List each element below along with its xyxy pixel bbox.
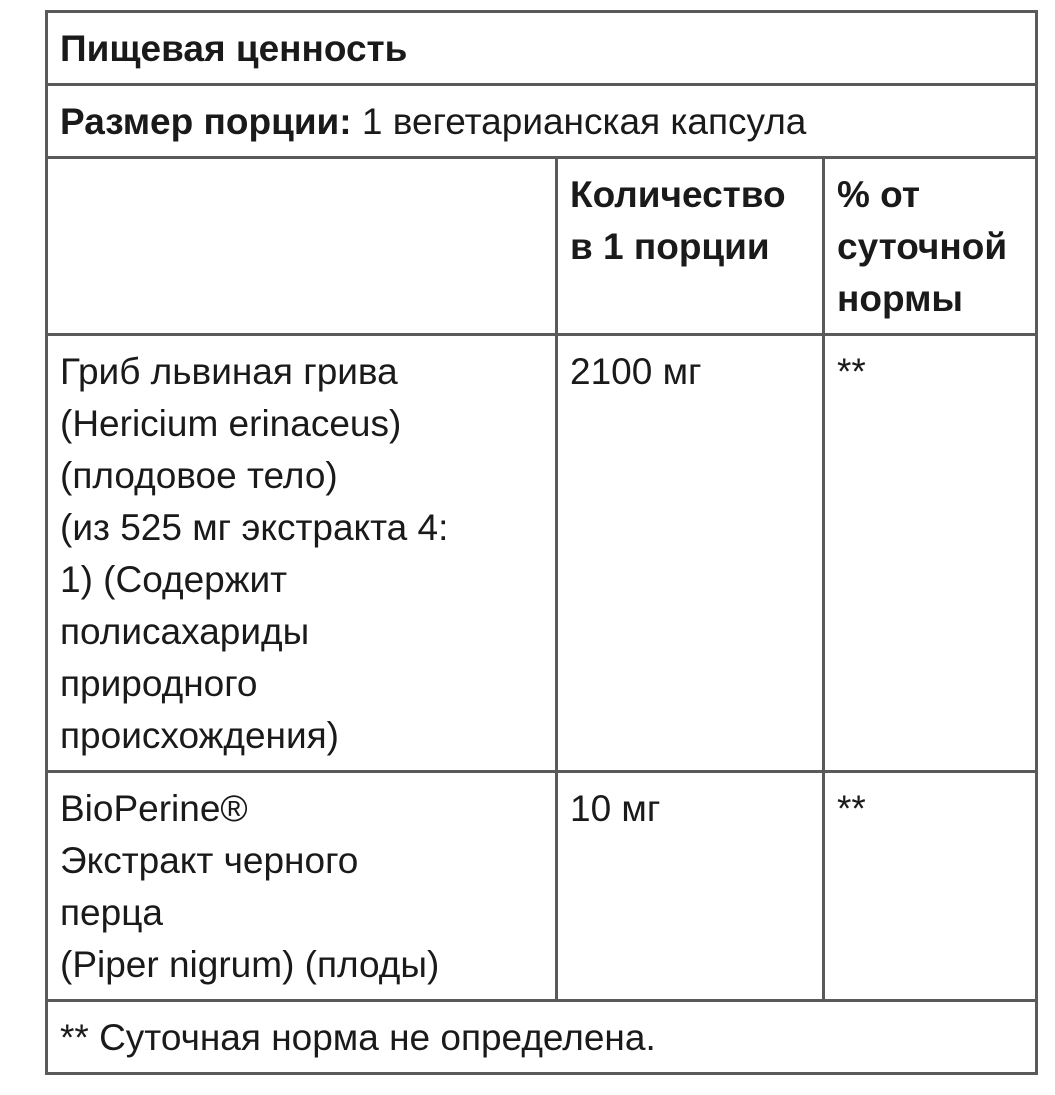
ingredient-name-line: 1) (Содержит — [60, 559, 288, 600]
ingredient-row — [47, 772, 1037, 1001]
header-daily-value-line: % от — [837, 174, 920, 215]
ingredient-daily-value: ** — [824, 772, 1037, 1001]
table-title: Пищевая ценность — [47, 12, 1037, 85]
ingredient-amount: 10 мг — [557, 772, 824, 1001]
ingredient-name-line: перца — [60, 892, 163, 933]
ingredient-amount: 2100 мг — [557, 335, 824, 772]
serving-size-cell — [47, 85, 1037, 158]
serving-size-value: 1 вегетарианская капсула — [361, 101, 807, 142]
footnote: ** Суточная норма не определена. — [47, 1001, 1037, 1074]
ingredient-name-line: Экстракт черного — [60, 840, 359, 881]
ingredient-name-cell — [47, 335, 557, 772]
ingredient-name-line: (плодовое тело) — [60, 455, 338, 496]
ingredient-name-line: (Hericium erinaceus) — [60, 403, 402, 444]
column-header-row — [47, 158, 1037, 335]
serving-size-row — [47, 85, 1037, 158]
footnote-row — [47, 1001, 1037, 1074]
ingredient-name-line: полисахариды — [60, 611, 310, 652]
ingredient-daily-value: ** — [824, 335, 1037, 772]
header-daily-value-line: суточной — [837, 226, 1008, 267]
ingredient-name-line: BioPerine® — [60, 788, 248, 829]
ingredient-name-line: природного — [60, 663, 258, 704]
ingredient-name-line: Гриб львиная грива — [60, 351, 398, 392]
header-amount-cell — [557, 158, 824, 335]
ingredient-name-cell — [47, 772, 557, 1001]
ingredient-name-line: (Piper nigrum) (плоды) — [60, 944, 440, 985]
ingredient-name-line: (из 525 мг экстракта 4: — [60, 507, 449, 548]
nutrition-facts-table — [45, 10, 1038, 1075]
ingredient-name-line: происхождения) — [60, 715, 339, 756]
header-daily-value-line: нормы — [837, 278, 964, 319]
header-amount-line: в 1 порции — [570, 226, 770, 267]
header-daily-value-cell — [824, 158, 1037, 335]
ingredient-row — [47, 335, 1037, 772]
serving-size-label: Размер порции: — [60, 101, 352, 142]
header-amount-line: Количество — [570, 174, 786, 215]
header-empty-cell — [47, 158, 557, 335]
title-row — [47, 12, 1037, 85]
